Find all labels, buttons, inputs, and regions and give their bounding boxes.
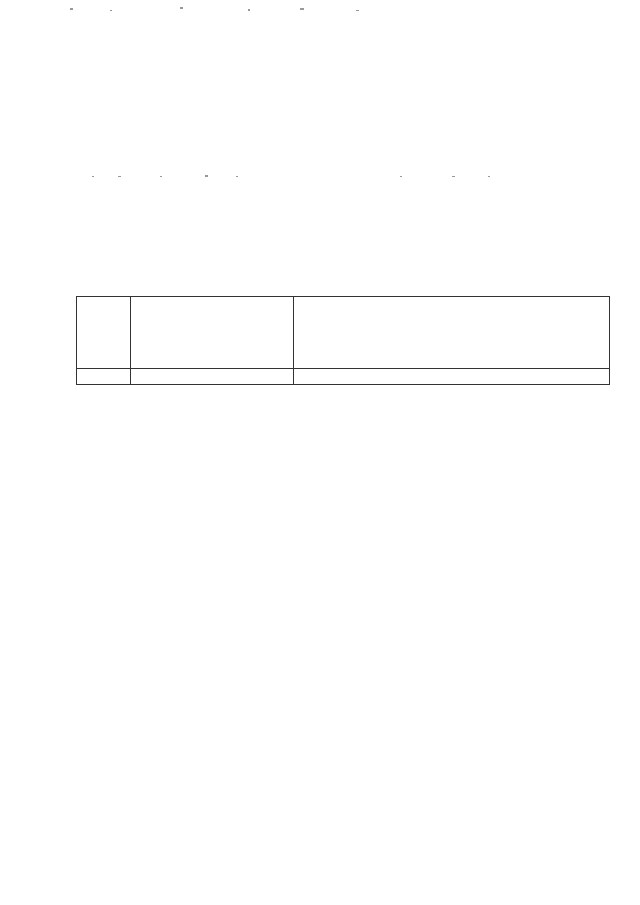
budget-code [130,385,293,388]
column-number [77,369,131,385]
table-row [77,385,610,388]
scan-artifacts [0,0,640,200]
administrators-table [76,296,610,387]
admin-code [77,385,131,388]
column-number [130,369,293,385]
column-number [293,369,609,385]
header-name [293,297,609,369]
header-admin-code [77,297,131,369]
table-header-row [77,297,610,369]
revenue-name [293,385,609,388]
column-number-row [77,369,610,385]
header-budget-code [130,297,293,369]
